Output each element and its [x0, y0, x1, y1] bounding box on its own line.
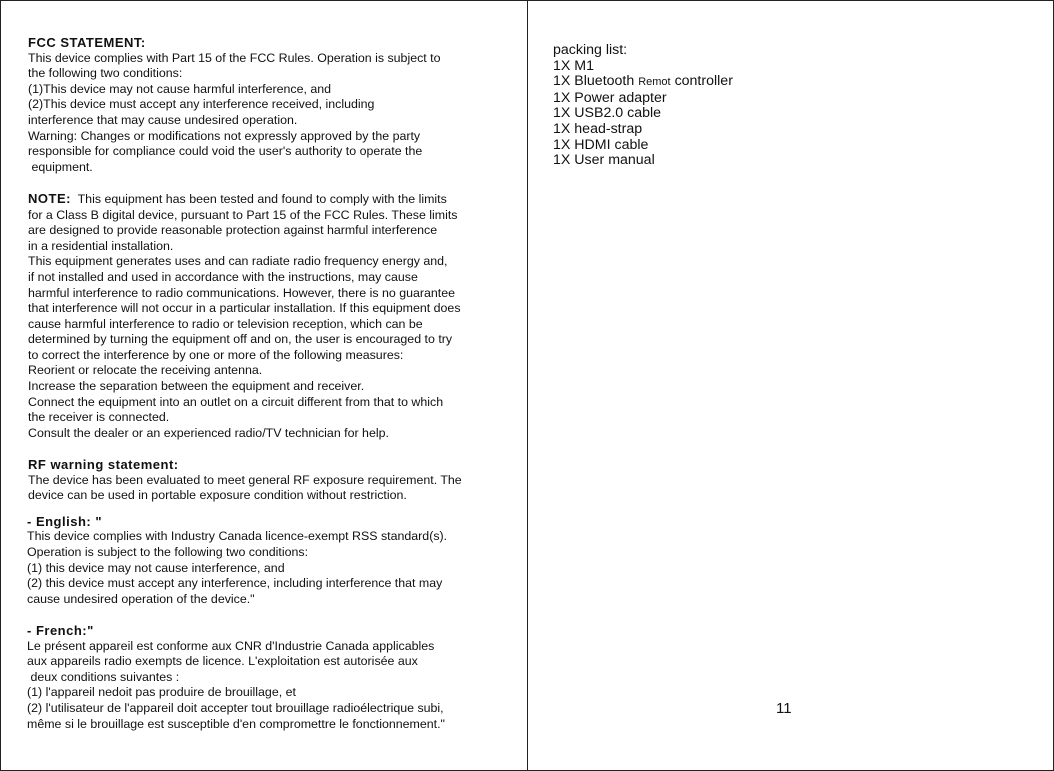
english-line: cause undesired operation of the device." — [27, 591, 255, 606]
rf-line: The device has been evaluated to meet general RF exposure requirement. The — [28, 472, 462, 487]
english-line: Operation is subject to the following two conditions: — [27, 545, 309, 559]
note-line: determined by turning the equipment off and on, the user is encouraged to try — [28, 332, 453, 347]
rf-line: device can be used in portable exposure condition without restriction. — [28, 488, 407, 503]
note-line: for a Class B digital device, pursuant to Part 15 of the FCC Rules. These limits — [28, 207, 458, 222]
note-line: harmful interference to radio communications. However, there is no guarantee — [28, 285, 456, 300]
note-line: cause harmful interference to radio or television reception, which can be — [28, 316, 423, 331]
english-line: (2) this device must accept any interference, including interference that may — [27, 576, 443, 591]
note-first-text: This equipment has been tested and found to comply with the limits — [70, 191, 447, 206]
fcc-line: This device complies with Part 15 of the FCC Rules. Operation is subject to — [28, 50, 441, 65]
packing-item: 1X M1 — [553, 57, 595, 74]
packing-item: 1X HDMI cable — [553, 136, 649, 153]
english-section — [27, 514, 508, 608]
packing-title: packing list: — [553, 42, 628, 58]
note-line: to correct the interference by one or more of the following measures: — [28, 347, 404, 362]
french-line: (1) l'appareil nedoit pas produire de brouillage, et — [27, 685, 296, 700]
french-line: même si le brouillage est susceptible d'en compromettre le fonctionnement." — [27, 716, 445, 731]
fcc-line: (2)This device must accept any interference received, including — [28, 97, 375, 112]
french-section — [27, 623, 508, 732]
note-line: in a residential installation. — [28, 238, 174, 253]
note-line: Reorient or relocate the receiving antenna. — [28, 363, 263, 378]
note-line: Increase the separation between the equipment and receiver. — [28, 379, 365, 394]
french-heading: - French:" — [27, 622, 94, 638]
note-line: that interference will not occur in a particular installation. If this equipment does — [28, 301, 461, 316]
fcc-line: the following two conditions: — [28, 66, 183, 81]
fcc-line: interference that may cause undesired operation. — [28, 112, 298, 127]
french-line: Le présent appareil est conforme aux CNR d'Industrie Canada applicables — [27, 638, 435, 653]
english-line: (1) this device may not cause interference, and — [27, 560, 285, 575]
packing-item: 1X head-strap — [553, 120, 643, 137]
fcc-line: equipment. — [28, 159, 93, 174]
fcc-line: Warning: Changes or modifications not expressly approved by the party — [28, 128, 421, 143]
rf-heading: RF warning statement: — [28, 457, 179, 473]
fcc-body — [28, 51, 508, 176]
french-line: deux conditions suivantes : — [27, 669, 180, 684]
note-line: the receiver is connected. — [28, 410, 170, 425]
packing-item: 1X User manual — [553, 152, 655, 169]
note-line: Consult the dealer or an experienced radio/TV technician for help. — [28, 425, 389, 440]
rf-body — [28, 473, 508, 504]
note-line: This equipment generates uses and can radiate radio frequency energy and, — [28, 254, 448, 269]
english-heading: - English: " — [27, 513, 102, 529]
note-line: Connect the equipment into an outlet on a circuit different from that to which — [28, 394, 444, 409]
fcc-line: (1)This device may not cause harmful interference, and — [28, 81, 332, 96]
english-line: This device complies with Industry Canada licence-exempt RSS standard(s). — [27, 529, 448, 544]
packing-list — [553, 43, 973, 169]
note-first-line — [28, 191, 508, 208]
fcc-heading: FCC STATEMENT: — [28, 35, 146, 50]
note-line: if not installed and used in accordance with the instructions, may cause — [28, 269, 418, 284]
left-column — [28, 35, 508, 732]
bluetooth-text: 1X Bluetooth — [553, 73, 635, 90]
note-body — [28, 208, 508, 442]
french-line: (2) l'utilisateur de l'appareil doit accepter tout brouillage radioélectrique subi, — [27, 700, 444, 715]
bluetooth-tail-text: controller — [674, 73, 733, 90]
note-line: are designed to provide reasonable protection against harmful interference — [28, 223, 438, 238]
packing-item: 1X USB2.0 cable — [553, 105, 662, 122]
page-divider — [527, 0, 528, 771]
packing-item-bluetooth — [553, 74, 973, 91]
french-line: aux appareils radio exempts de licence. L'exploitation est autorisée aux — [27, 654, 418, 669]
packing-item: 1X Power adapter — [553, 89, 667, 106]
page-number: 11 — [776, 700, 792, 717]
note-label: NOTE: — [28, 190, 71, 206]
bluetooth-small-text: Remot — [638, 76, 671, 89]
fcc-line: responsible for compliance could void the user's authority to operate the — [28, 144, 423, 159]
